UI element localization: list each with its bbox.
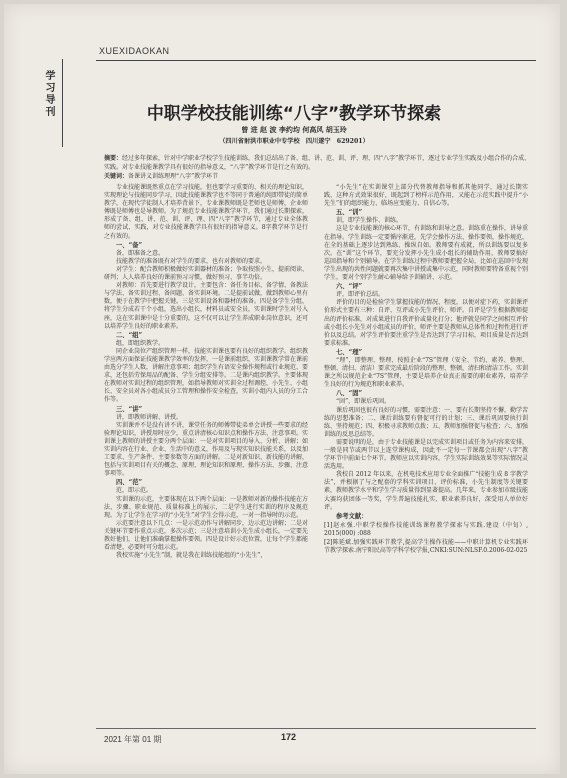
body-paragraph: 评价的目的是检验学生掌握技能的情况、程度，以便对症下药，实训课评价形式主要有三种：自评、互评或小先生评价、师评。自评是学生根据教师提出的评价标准，对成果进行自我评价或量化打分；他评就是同学之间相互评价或小组长小先生对小组成员的评价，师评主要是教师从总体性和过程性进行评价以及总结。对学生评价要注重学生是否达到了学习目标，项目质量是否达到要求标准。 <box>324 299 529 347</box>
body-paragraph: 同企业岗位产组织管理一样，技能实训课也要有良好的组织教学。组织教学应两方面保证技能课教学效率的发挥，一是课前组织，实训课教学常在课前由选分学生人数，讲解注意事项；组织学生有语安全操作规程或行业规范、要求，还包括劳保用品的配备、学生分组安排等。二是课内组织教学。主要体现在教师对实训过程的组织管理，如指导教师对实训全过程调控，小先生、小组长、安全员对各小组成员分工管理和操作安全检查，实训小组内人员的分工合作等。 <box>104 347 309 404</box>
body-paragraph: 讲，即教师讲解、讲授。 <box>116 413 183 421</box>
body-paragraph: 这是专业技能课的核心环节，有训练和训导之意。训练重在操作，讲导重在指导。学生训练一定要循序渐进，先学会操作方法、操作要领，操作规范，在全的基础上逐步达到熟练、操纵自如。教师要有成就，所以训练要以复多次。在“训”这个环节，要充分发挥小先生成小组长的辅助作用，教师要搞好巡回指导和个别辅导。在学生训练过程中教师要把握全局，比如在巡回中发现学生出现的共性问题就要再次集中讲授或集中示范，同时教师要特备重视个别学生，要对个别学生耐心辅导给予训辅讲、示范。 <box>324 225 529 282</box>
body-paragraph: 课后巩固也很有良好的习惯，需要注意：一、要有长期坚持不懈，勤学苦练的思想准备；二、课后训练要有督促可行的计划；三、课后巩固要执行训练、坚持规范；四、积极寻求教师点拨；五、教师加强督促与检查；六、加强训练的反思总结等。 <box>324 406 529 438</box>
header-rule <box>96 60 536 61</box>
body-paragraph: 训，即学生操作、训练。 <box>336 217 403 225</box>
body-paragraph: “固”，即课后巩固。 <box>336 398 391 406</box>
body-paragraph: “理”，即整理、整理、按照企业“7S”管理（安全、节约、素养、整理、整顿、清扫、清洁）要求完成最后阶段的整理、整顿，清扫和清洁工作。实训课之所以规范企业“7S”管理，主要是培养企业真正需要的职业素养，培养学生良好的行为规范和职业素养。 <box>324 356 529 389</box>
section-heading: 一、“备” <box>116 241 143 249</box>
body-paragraph: 专业技能课既然重点在学习技能，但也要学习重要的、相关的理论知识，实现理论与技能同步学习，因此技能课教学也不等同于普通的纯即带徒的简单教学，在现代学徒制人才培养背景下，专业课教师既是老师也是师傅，企业师傅既是师傅也是导教师。为了规范专业技能课教学环节，我们通过长期探索，形成了备、组、讲、范、训、评、理、四“八字”教学环节，通过专业全体教师的尝试、实践，对专业技能课教学具有很好的指导意义。8字教学环节是行之有效的。 <box>104 184 309 240</box>
body-paragraph: 组，即组织教学。 <box>116 339 165 347</box>
section-heading: 六、“评” <box>336 283 363 291</box>
running-head: XUEXIDAOKAN <box>99 46 170 56</box>
abstract-text: 经过多年探索，针对中学职业学校学生技能训练，我们总结出了备、组、讲、范、训、评、理、四“八字”教学环节，逐过专业学生实践及小组合作的合成、实践。对专业技能课教学具有很好的指导意义，“八字”教学环节是行之有效的。 <box>104 155 531 171</box>
footer-rule <box>96 728 536 729</box>
section-heading: 八、“固” <box>336 390 363 398</box>
section-heading: 七、“理” <box>336 348 363 356</box>
body-paragraph: 范，即示范。 <box>116 487 153 495</box>
body-column-left <box>104 184 308 560</box>
body-paragraph: 我校实施“小先生”制，就是我在训练技能组的“小先生”， <box>116 552 267 560</box>
abstract-label: 摘要： <box>104 155 123 162</box>
body-paragraph: 实训课的示范，主要体现在以下两个层面：一是教师对新的操作技能在方法、步骤、职业规范、质量标准上的展示，二是学生进行实训的程序及规范现。为了让学生在学习的“小先生”对学生会得示范，一对一指导时的示范。 <box>104 495 309 519</box>
section-heading: 二、“组” <box>116 331 143 339</box>
side-label: 学习导刊 <box>43 70 54 118</box>
side-rule <box>62 59 63 147</box>
section-heading: 五、“训” <box>336 209 363 217</box>
body-paragraph: “小先生”在实训课堂上部分代替教师指导和抓其他同学，通过长期实践，这种方式效果很好，既起到了榜样示范作用，又能在示范实践中提升“小先生”们的组织能力、临场应变能力、自信心等。 <box>324 184 528 208</box>
reference-item: [1]赵永强.中职学校操作技能训练课程教学探索与实践.建设（中旬）, 2015(000) :088 <box>324 521 528 537</box>
section-heading: 三、“讲” <box>116 405 143 413</box>
page-number: 172 <box>281 732 297 742</box>
body-paragraph: 示范要注意以下几点：一是示范动作与讲解同步，边示范边讲解；二是对关键环节要作重点示范，多次示范；三是注意培训小先生成小组长，一定要先教好他们，让他们准确掌握操作要领。四是设计好示范位置，让每个学生都能看清楚，必要时可分组示范。 <box>104 519 309 552</box>
keywords-label: 关键词： <box>104 173 129 180</box>
body-paragraph: 我校自 2012 年以来，在机电技术应用专业全面推广“技能生成 8 字教学法”，并根据了与之配套的学科实训项目、评价标准，小先生制度等关键要素，教师教学水平和学生学习质量得到显著提高。几年来，专业参加市级技能大赛均获团体一等奖，学生普遍技能扎实、职业素养良好，深受用人单位好评。 <box>324 471 529 511</box>
journal-page <box>4 4 560 774</box>
body-paragraph: 技能教学的准备既有对学生的要求，也有对教师的要求。 <box>116 257 267 265</box>
section-heading: 四、“范” <box>116 479 143 487</box>
article-authors: 曾 进 赵 波 李约均 何高风 胡玉玲 <box>241 125 347 134</box>
body-paragraph: 备，即准备之意。 <box>116 249 165 257</box>
body-paragraph: 评，即评价总结。 <box>336 291 385 299</box>
abstract <box>104 154 534 172</box>
abstract-block <box>104 154 534 181</box>
body-column-right <box>324 184 528 555</box>
keywords <box>104 172 534 181</box>
body-paragraph: 对学生：配合教师积极做好实训器材的准备；争取按照小生，提前阅读、研判；人人培养良好的课前预习习惯，做好预习、事半功倍。 <box>104 265 309 282</box>
reference-item: [2]陈延斌.加强实践环节教学,提高学生操作技能——中职计算机专业实践环节教学探索.南宁阳民高等学科学校学报,CNKI:SUN:NLSF.0.2006-02-025 <box>324 539 528 555</box>
article-affiliation: （四川省射洪市职业中专学校 四川遂宁 629201） <box>219 138 369 145</box>
body-paragraph: 实训课并不是没有讲不讲，课堂任务的师傅带徒弟单会讲授一些要求的经验理论知识，讲授用时应少，重点讲清核心知识点和操作方法、注意事项。实训课上教师的讲授主要分两个层面：一是对实训项目的导入、分析、讲解；如实训内容在行业、企业、生活中的意义，作用及与现实知识技能关系，以及加工要求、生产条件、主要参数等方面的讲解。二是对新知识、新技能的讲解，包括与实训项目有关的概念、原理、理论知识和原理、操作方法、步骤、注意事项等。 <box>104 421 309 478</box>
body-paragraph: 需要说明的是，由于专业技能课是以完成实训项目或任务为内容来安排，一般是同节或两节以上连堂课构成，因此不一定每一节课都会出现“八字”教学环节中前面七个环节。教师应以实训内容，学生实际训练效果等实际情况灵活选用。 <box>324 438 529 471</box>
section-heading: 参考文献： <box>336 512 368 520</box>
article-title: 中职学校技能训练“八字”教学环节探索 <box>146 104 442 124</box>
issue-label: 2021 年第 01 期 <box>104 735 162 744</box>
body-paragraph: 对教师：首先要进行教学设计，主要包含：备任务目标、备学情、备教法与学法、备实训过程、备问题、备实训环境。二是提前试做，做到教师心里有数，便于在教学中把握关键。三是实训设备和器材的准备。四是备学生分组，将学生分成若干个小组，选出小组长，材料员或安全员，实训课时学生对号入座，这在实训课中是十分重要的，这不仅可以让学生养成职业岗位意识，还可以培养学生良好的职业素养。 <box>104 282 309 330</box>
keywords-text: 备课讲义训练理理“八字”教学环节 <box>128 173 219 180</box>
